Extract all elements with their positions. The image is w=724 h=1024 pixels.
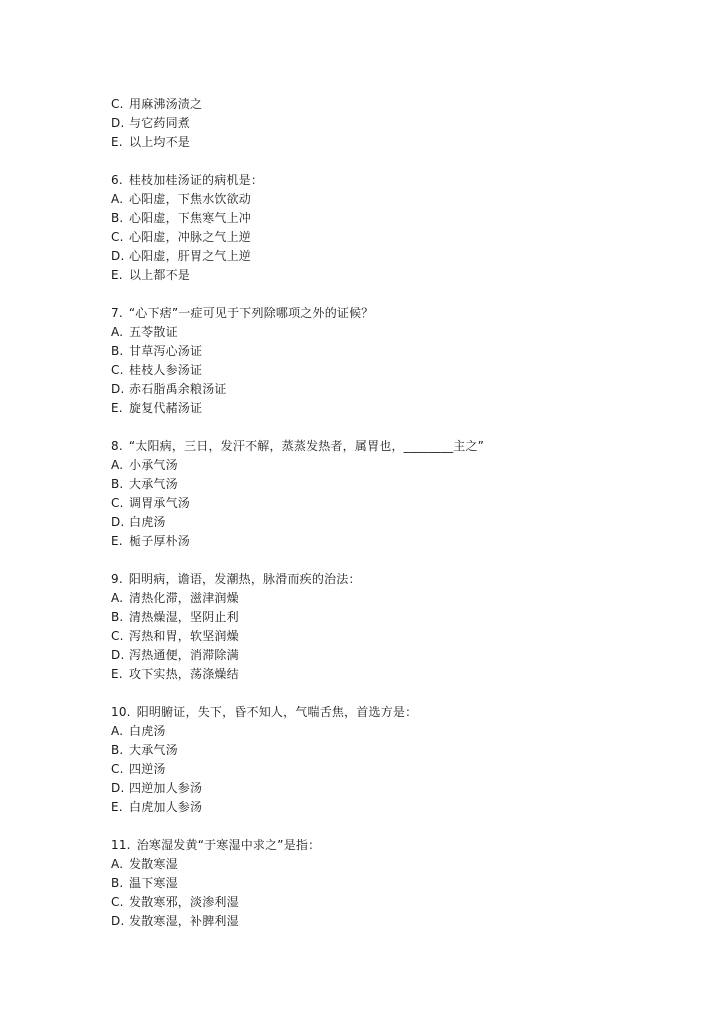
question-number: 6. xyxy=(111,173,123,187)
answer-option xyxy=(111,494,631,513)
option-text: 温下寒湿 xyxy=(129,876,178,890)
question-text: 治寒湿发黄“于寒湿中求之”是指： xyxy=(136,838,321,852)
option-letter: C. xyxy=(111,895,124,909)
answer-option xyxy=(111,342,631,361)
answer-option xyxy=(111,532,631,551)
question-stem xyxy=(111,171,631,190)
option-text: 大承气汤 xyxy=(129,743,178,757)
option-text: 心阳虚，下焦寒气上冲 xyxy=(129,211,252,225)
option-letter: B. xyxy=(111,610,124,624)
option-letter: D. xyxy=(111,382,125,396)
question-number: 7. xyxy=(111,306,123,320)
question-stem xyxy=(111,570,631,589)
option-text: 发散寒湿，补脾利湿 xyxy=(129,914,239,928)
answer-option xyxy=(111,114,631,133)
answer-option xyxy=(111,589,631,608)
option-letter: A. xyxy=(111,591,124,605)
question-stem xyxy=(111,836,631,855)
answer-option xyxy=(111,912,631,931)
option-text: 四逆汤 xyxy=(129,762,166,776)
answer-option xyxy=(111,874,631,893)
option-letter: B. xyxy=(111,477,124,491)
option-text: 攻下实热，荡涤燥结 xyxy=(129,667,239,681)
answer-option xyxy=(111,646,631,665)
spacer xyxy=(111,152,631,171)
option-text: 泻热通便，消滞除满 xyxy=(129,648,239,662)
answer-option xyxy=(111,228,631,247)
answer-option xyxy=(111,513,631,532)
option-text: 心阳虚，冲脉之气上逆 xyxy=(129,230,252,244)
option-letter: A. xyxy=(111,857,124,871)
question-block xyxy=(111,703,631,817)
option-letter: D. xyxy=(111,249,125,263)
option-text: 发散寒湿 xyxy=(129,857,178,871)
answer-option xyxy=(111,798,631,817)
option-letter: C. xyxy=(111,97,124,111)
spacer xyxy=(111,684,631,703)
option-text: 桂枝人参汤证 xyxy=(129,363,203,377)
option-letter: D. xyxy=(111,914,125,928)
answer-option xyxy=(111,608,631,627)
spacer xyxy=(111,817,631,836)
option-text: 发散寒邪，淡渗利湿 xyxy=(129,895,239,909)
option-text: 旋复代赭汤证 xyxy=(129,401,203,415)
option-text: 五苓散证 xyxy=(129,325,178,339)
question-block xyxy=(111,171,631,285)
spacer xyxy=(111,551,631,570)
option-letter: D. xyxy=(111,116,125,130)
option-text: 白虎汤 xyxy=(129,515,166,529)
answer-option xyxy=(111,456,631,475)
option-letter: B. xyxy=(111,876,124,890)
option-text: 四逆加人参汤 xyxy=(129,781,203,795)
question-text: “心下痞”一症可见于下列除哪项之外的证候？ xyxy=(128,306,374,320)
option-letter: E. xyxy=(111,667,123,681)
option-letter: C. xyxy=(111,363,124,377)
answer-option xyxy=(111,209,631,228)
answer-option xyxy=(111,323,631,342)
answer-option xyxy=(111,380,631,399)
answer-option xyxy=(111,266,631,285)
answer-option xyxy=(111,779,631,798)
answer-option xyxy=(111,399,631,418)
option-text: 清热化滞，滋津润燥 xyxy=(129,591,239,605)
option-letter: C. xyxy=(111,762,124,776)
option-letter: E. xyxy=(111,135,123,149)
spacer xyxy=(111,418,631,437)
option-text: 用麻沸汤渍之 xyxy=(129,97,203,111)
option-text: 大承气汤 xyxy=(129,477,178,491)
answer-option xyxy=(111,627,631,646)
question-stem xyxy=(111,703,631,722)
answer-option xyxy=(111,893,631,912)
option-letter: D. xyxy=(111,781,125,795)
option-text: 心阳虚，下焦水饮欲动 xyxy=(129,192,252,206)
option-letter: B. xyxy=(111,743,124,757)
option-letter: D. xyxy=(111,515,125,529)
option-text: 甘草泻心汤证 xyxy=(129,344,203,358)
spacer xyxy=(111,285,631,304)
option-letter: C. xyxy=(111,230,124,244)
answer-option xyxy=(111,741,631,760)
answer-option xyxy=(111,665,631,684)
option-letter: A. xyxy=(111,458,124,472)
question-text: 阳明腑证，失下，昏不知人，气喘舌焦，首选方是： xyxy=(136,705,418,719)
answer-option xyxy=(111,361,631,380)
option-letter: B. xyxy=(111,344,124,358)
option-text: 白虎汤 xyxy=(129,724,166,738)
option-letter: B. xyxy=(111,211,124,225)
option-letter: E. xyxy=(111,401,123,415)
option-letter: C. xyxy=(111,629,124,643)
option-text: 栀子厚朴汤 xyxy=(129,534,191,548)
option-letter: A. xyxy=(111,724,124,738)
answer-option xyxy=(111,247,631,266)
question-stem xyxy=(111,304,631,323)
question-text: 阳明病，谵语，发潮热，脉滑而疾的治法： xyxy=(128,572,361,586)
answer-option xyxy=(111,760,631,779)
option-text: 与它药同煮 xyxy=(129,116,191,130)
answer-option xyxy=(111,475,631,494)
question-block xyxy=(111,570,631,684)
option-text: 清热燥湿，坚阴止利 xyxy=(129,610,239,624)
question-list xyxy=(111,95,631,931)
question-number: 9. xyxy=(111,572,123,586)
answer-option xyxy=(111,133,631,152)
option-letter: E. xyxy=(111,268,123,282)
option-text: 赤石脂禹余粮汤证 xyxy=(129,382,227,396)
option-text: 心阳虚，肝胃之气上逆 xyxy=(129,249,252,263)
answer-option xyxy=(111,722,631,741)
option-letter: A. xyxy=(111,325,124,339)
option-letter: C. xyxy=(111,496,124,510)
option-text: 调胃承气汤 xyxy=(129,496,191,510)
answer-option xyxy=(111,95,631,114)
question-text: 桂枝加桂汤证的病机是： xyxy=(128,173,264,187)
option-letter: A. xyxy=(111,192,124,206)
question-number: 10. xyxy=(111,705,131,719)
question-block xyxy=(111,437,631,551)
question-block xyxy=(111,836,631,931)
option-letter: E. xyxy=(111,534,123,548)
option-text: 以上均不是 xyxy=(129,135,191,149)
option-letter: E. xyxy=(111,800,123,814)
option-text: 以上都不是 xyxy=(129,268,191,282)
question-text: “太阳病，三日，发汗不解，蒸蒸发热者，属胃也，________主之” xyxy=(128,439,485,453)
answer-option xyxy=(111,190,631,209)
question-block xyxy=(111,304,631,418)
option-text: 小承气汤 xyxy=(129,458,178,472)
question-stem xyxy=(111,437,631,456)
question-number: 8. xyxy=(111,439,123,453)
option-text: 白虎加人参汤 xyxy=(129,800,203,814)
option-text: 泻热和胃，软坚润燥 xyxy=(129,629,239,643)
option-continuation-block xyxy=(111,95,631,152)
question-number: 11. xyxy=(111,838,131,852)
option-letter: D. xyxy=(111,648,125,662)
answer-option xyxy=(111,855,631,874)
